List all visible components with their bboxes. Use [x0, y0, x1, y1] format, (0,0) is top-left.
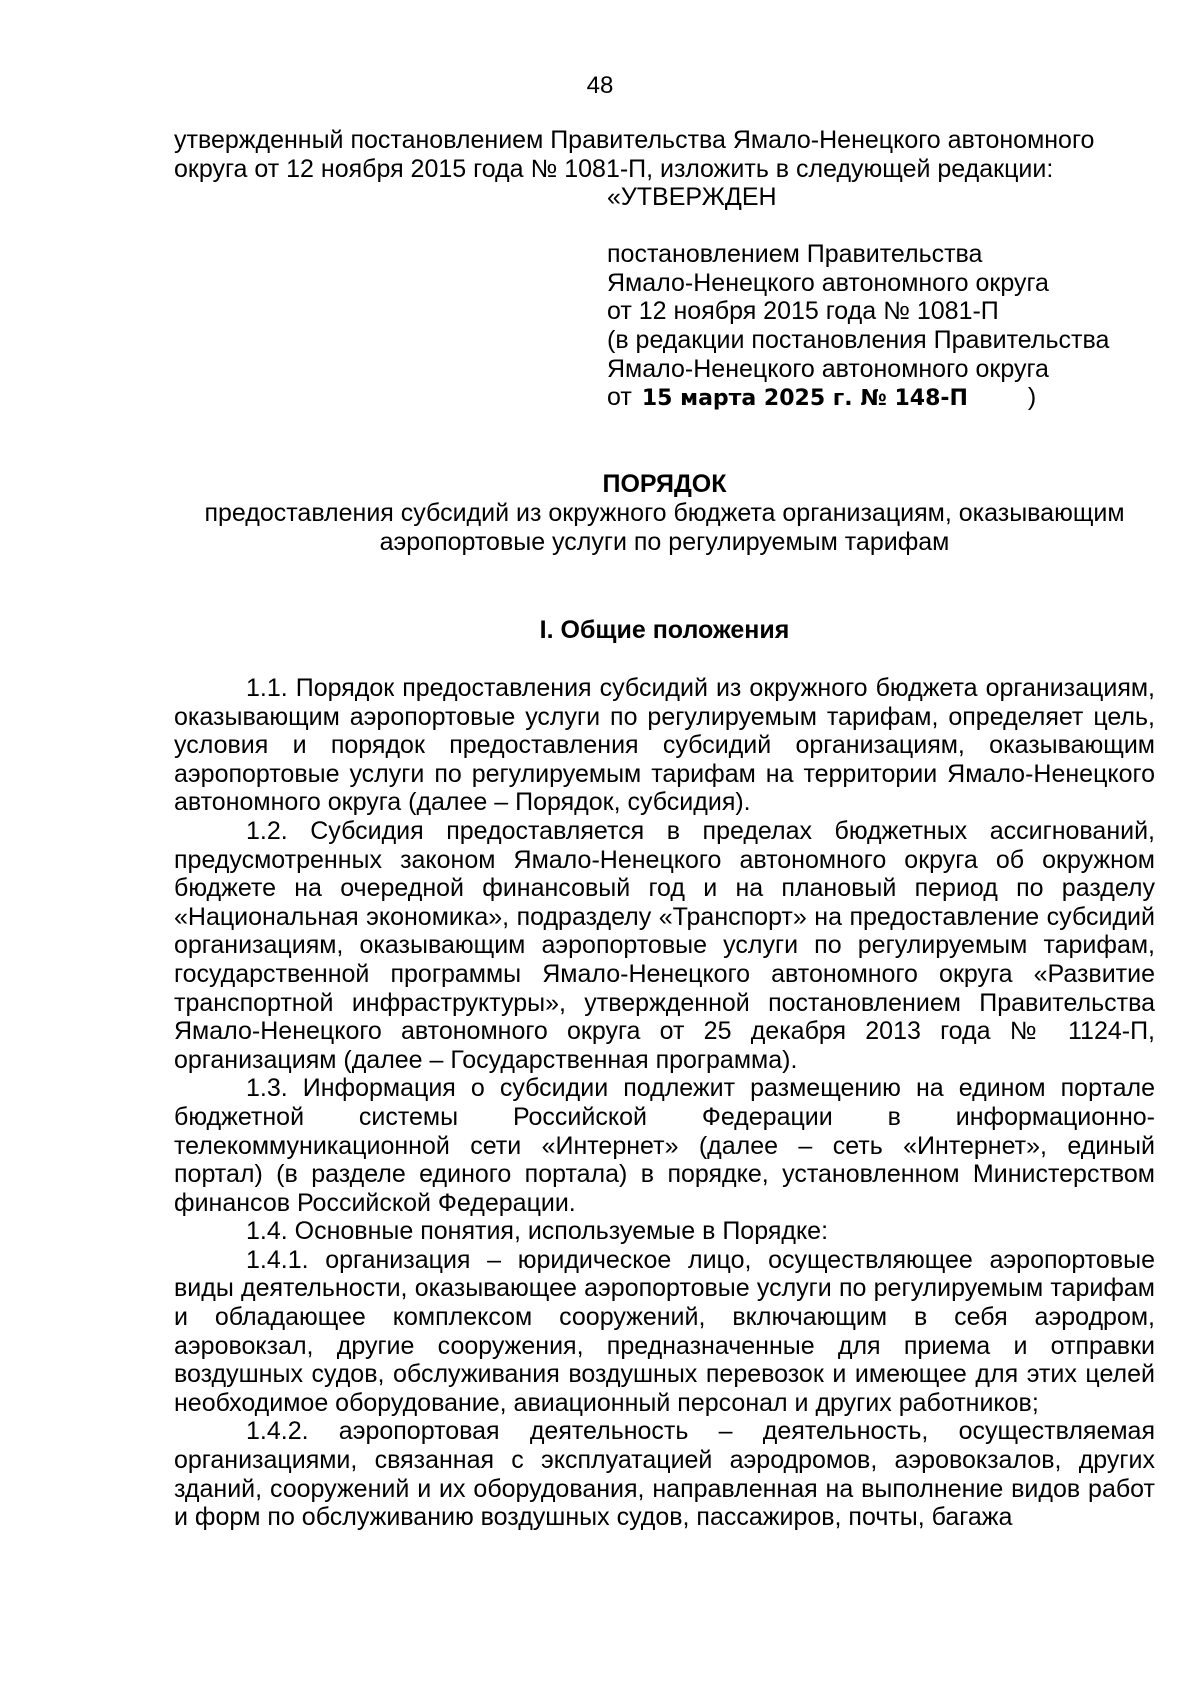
document-subtitle-line: предоставления субсидий из окружного бюджета организациям, оказывающим	[204, 499, 1125, 527]
paragraph-1-4: 1.4. Основные понятия, используемые в Порядке:	[246, 1217, 829, 1246]
paragraph-1-1: 1.1. Порядок предоставления субсидий из окружного бюджета организациям, оказывающим аэропортовые услуги по регулируемым тарифам, определяет цель, условия и порядок предоставления субсидий организациям, оказывающим аэропортовые услуги по регулируемым тарифам на территории Ямало-Ненецкого автономного округа (далее – Порядок, субсидия).	[174, 674, 1155, 817]
page-number: 48	[586, 72, 614, 99]
approval-line: Ямало-Ненецкого автономного округа	[607, 354, 1049, 383]
paragraph-1-2: 1.2. Субсидия предоставляется в пределах бюджетных ассигнований, предусмотренных законом Ямало-Ненецкого автономного округа об окружном бюджете на очередной финансовый год и на плановый период по разделу «Национальная экономика», подразделу «Транспорт» на предоставление субсидий организациям, оказывающим аэропортовые услуги по регулируемым тарифам, государственной программы Ямало-Ненецкого автономного округа «Развитие транспортной инфраструктуры», утвержденной постановлением Правительства Ямало-Ненецкого автономного округа от 25 декабря 2013 года № 1124-П, организациям (далее – Государственная программа).	[174, 816, 1155, 1074]
approval-line: от 12 ноября 2015 года № 1081-П	[607, 297, 999, 326]
paragraph-1-3: 1.3. Информация о субсидии подлежит размещению на едином портале бюджетной системы Российской Федерации в информационно-телекоммуникационной сети «Интернет» (далее – сеть «Интернет», единый портал) (в разделе единого портала) в порядке, установленном Министерством финансов Российской Федерации.	[174, 1074, 1155, 1217]
approval-date-value: 15 марта 2025 г. № 148-П	[641, 386, 968, 412]
intro-line: округа от 12 ноября 2015 года № 1081-П, изложить в следующей редакции:	[174, 154, 1054, 183]
paragraph-1-4-2: 1.4.2. аэропортовая деятельность – деятельность, осуществляемая организациями, связанная с эксплуатацией аэродромов, аэровокзалов, других зданий, сооружений и их оборудования, направленная на выполнение видов работ и форм по обслуживанию воздушных судов, пассажиров, почты, багажа	[174, 1417, 1155, 1532]
intro-text	[174, 126, 1155, 183]
approval-stamp-block	[607, 183, 1167, 414]
approval-line: (в редакции постановления Правительства	[607, 325, 1110, 354]
approval-heading: «УТВЕРЖДЕН	[607, 183, 777, 211]
paragraph-1-4-1: 1.4.1. организация – юридическое лицо, осуществляющее аэропортовые виды деятельности, оказывающее аэропортовые услуги по регулируемым тарифам и обладающее комплексом сооружений, включающим в себя аэродром, аэровокзал, другие сооружения, предназначенные для приема и отправки воздушных судов, обслуживания воздушных перевозок и имеющее для этих целей необходимое оборудование, авиационный персонал и других работников;	[174, 1245, 1155, 1417]
document-body	[174, 674, 1155, 1532]
approval-date-suffix: )	[1027, 383, 1037, 412]
approval-date-prefix: от	[607, 383, 632, 412]
intro-line: утвержденный постановлением Правительства Ямало-Ненецкого автономного	[174, 126, 1095, 154]
spacer	[607, 212, 1167, 241]
approval-date-line	[607, 383, 1167, 414]
document-subtitle-line: аэропортовые услуги по регулируемым тарифам	[379, 527, 950, 556]
approval-line: постановлением Правительства	[607, 240, 983, 269]
document-subtitle	[174, 499, 1155, 556]
document-title: ПОРЯДОК	[602, 470, 727, 498]
approval-line: Ямало-Ненецкого автономного округа	[607, 268, 1049, 297]
section-title: I. Общие положения	[539, 616, 790, 644]
